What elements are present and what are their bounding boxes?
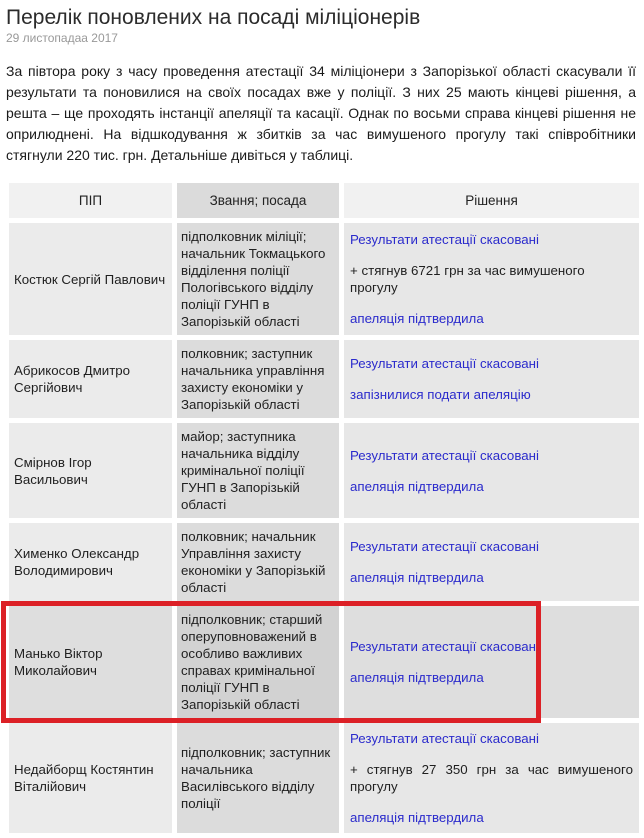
decision-link[interactable]: Результати атестації скасовані <box>350 356 539 371</box>
officer-decision-cell <box>344 340 639 418</box>
article-date: 29 листопадаа 2017 <box>6 31 118 45</box>
officer-decision-cell <box>344 723 639 833</box>
officer-decision-cell <box>344 423 639 518</box>
decision-link[interactable]: запізнилися подати апеляцію <box>350 387 531 402</box>
table-row <box>9 423 639 518</box>
decision-link[interactable]: апеляція підтвердила <box>350 311 484 326</box>
officer-rank-cell: майор; заступника начальника відділу кримінальної поліції ГУНП в Запорізькій області <box>177 423 339 518</box>
table-row <box>9 340 639 418</box>
officer-rank-cell: полковник; заступник начальника управління захисту економіки у Запорізькій області <box>177 340 339 418</box>
article-intro: За півтора року з часу проведення атестації 34 міліціонери з Запорізької області скасували її результати та поновилися на своїх посадах вже у поліції. З них 25 мають кінцеві рішення, а решта – ще проходять інстанції апеляції та касації. Однак по восьми справа кінцеві рішення не оприлюднені. На відшкодування ж збитків за час вимушеного прогулу такі співробітники стягнули 220 тис. грн. Детальніше дивіться у таблиці. <box>6 63 636 163</box>
officer-decision-cell <box>344 606 639 718</box>
column-header-rank: Звання; посада <box>177 183 339 218</box>
officer-name-cell: Смірнов Ігор Васильович <box>9 423 172 518</box>
officer-name-cell: Костюк Сергій Павлович <box>9 223 172 335</box>
decision-text: + стягнув 6721 грн за час вимушеного прогулу <box>350 263 585 295</box>
table-header-row <box>9 183 639 218</box>
officer-rank-cell: підполковник; заступник начальника Василівського відділу поліції <box>177 723 339 833</box>
decision-link[interactable]: апеляція підтвердила <box>350 810 484 825</box>
decision-link[interactable]: апеляція підтвердила <box>350 570 484 585</box>
decision-link[interactable]: Результати атестації скасовані <box>350 232 539 247</box>
page-title: Перелік поновлених на посаді міліціонерів <box>6 6 421 29</box>
table-row <box>9 606 639 718</box>
officer-rank-cell: підполковник міліції; начальник Токмацького відділення поліції Пологівського відділу поліції ГУНП в Запорізькій області <box>177 223 339 335</box>
officer-name-cell: Хименко Олександр Володимирович <box>9 523 172 601</box>
decision-link[interactable]: Результати атестації скасовані <box>350 731 539 746</box>
officer-name-cell: Недайборщ Костянтин Віталійович <box>9 723 172 833</box>
officer-name-cell: Абрикосов Дмитро Сергійович <box>9 340 172 418</box>
decision-link[interactable]: Результати атестації скасовані <box>350 539 539 554</box>
table-row <box>9 523 639 601</box>
officer-name-cell: Манько Віктор Миколайович <box>9 606 172 718</box>
officer-rank-cell: підполковник; старший оперуповноважений в особливо важливих справах кримінальної поліції ГУНП в Запорізькій області <box>177 606 339 718</box>
decision-link[interactable]: Результати атестації скасовані <box>350 447 539 463</box>
officer-decision-cell <box>344 523 639 601</box>
officer-rank-cell: полковник; начальник Управління захисту економіки у Запорізькій області <box>177 523 339 601</box>
officer-decision-cell <box>344 223 639 335</box>
table-row <box>9 723 639 833</box>
officers-table <box>4 178 644 838</box>
decision-text: + стягнув 27 350 грн за час вимушеного прогулу <box>350 762 633 794</box>
table-row <box>9 223 639 335</box>
column-header-name: ПІП <box>9 183 172 218</box>
column-header-decision: Рішення <box>344 183 639 218</box>
decision-link[interactable]: апеляція підтвердила <box>350 478 484 494</box>
decision-link[interactable]: Результати атестації скасовані <box>350 639 539 654</box>
decision-link[interactable]: апеляція підтвердила <box>350 670 484 685</box>
table-body <box>9 223 639 833</box>
